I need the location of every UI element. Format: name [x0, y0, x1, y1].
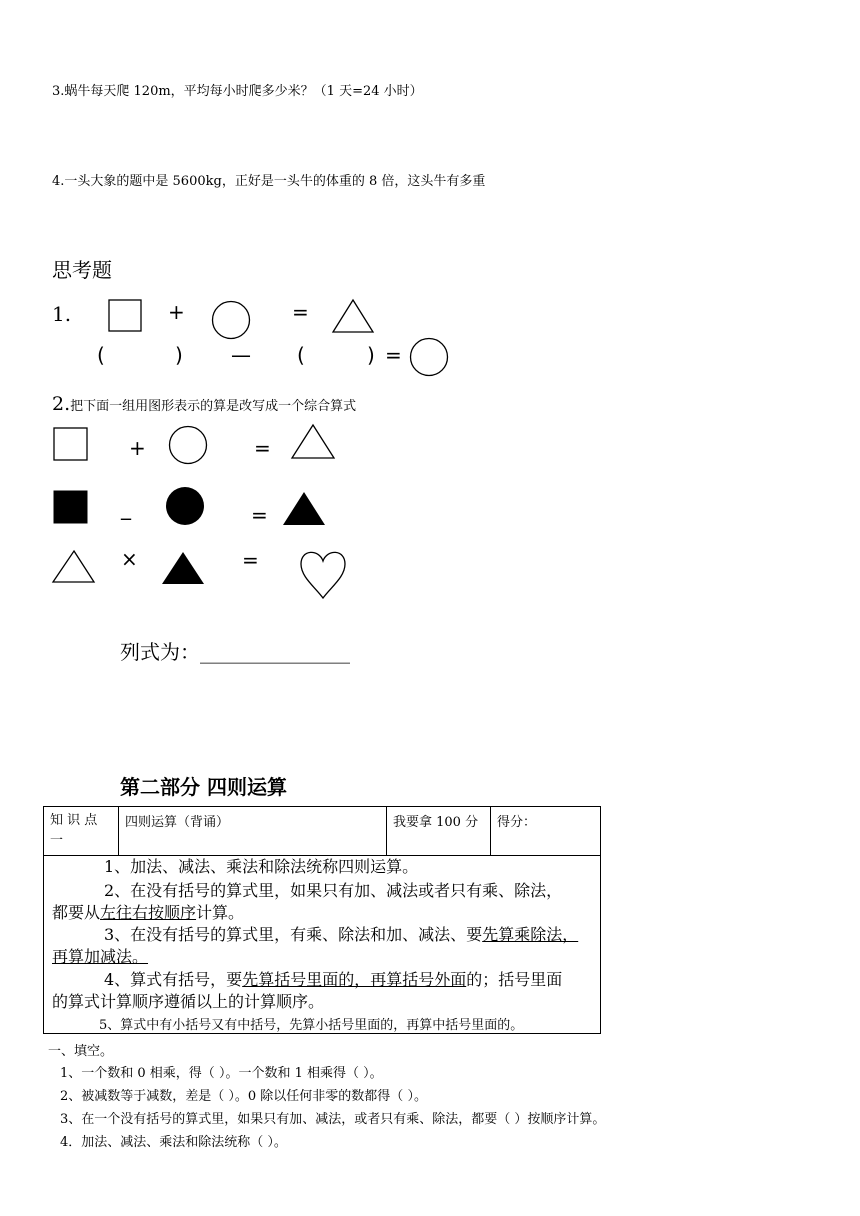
square-outline-icon [108, 299, 144, 333]
square-filled-icon [53, 490, 89, 525]
q1-equals-2: = [385, 343, 402, 367]
row1-plus: + [129, 436, 146, 460]
q2-line [52, 393, 356, 415]
circle-filled-icon [165, 486, 207, 526]
problem-3: 3.蜗牛每天爬 120m，平均每小时爬多少米？（1 天=24 小时） [52, 84, 423, 99]
table-col-score: 得分： [491, 807, 601, 856]
answer-blank: _______________ [200, 640, 350, 664]
table-col-topic: 四则运算（背诵） [119, 807, 387, 856]
table-col-goal: 我要拿 100 分 [387, 807, 491, 856]
q1-paren-open-2: ( [297, 343, 305, 367]
rule-3b-underline: 再算加减法。 [52, 947, 149, 966]
circle-outline-icon [211, 300, 253, 340]
triangle-outline-icon [290, 423, 336, 461]
circle-outline-icon [168, 425, 210, 465]
square-outline-icon [53, 427, 89, 462]
rule-1: 1、加法、减法、乘法和除法统称四则运算。 [104, 857, 419, 876]
table-col-knowledge: 知 识 点 一 [44, 807, 119, 856]
row1-equals: = [254, 436, 271, 460]
rule-5: 5、算式中有小括号又有中括号，先算小括号里面的，再算中括号里面的。 [99, 1018, 524, 1033]
triangle-filled-icon [281, 490, 327, 528]
part2-title: 第二部分 四则运算 [120, 775, 287, 799]
problem-4: 4.一头大象的题中是 5600kg，正好是一头牛的体重的 8 倍，这头牛有多重 [52, 174, 486, 189]
triangle-outline-icon [331, 298, 375, 334]
q2-text: 把下面一组用图形表示的算是改写成一个综合算式 [70, 399, 357, 414]
answer-line [120, 636, 350, 665]
q1-equals: = [292, 300, 309, 324]
rule-2b: 都要从左往右按顺序计算。 [52, 903, 245, 922]
q1-paren-open-1: ( [97, 343, 105, 367]
rule-3a-underline: 先算乘除法， [482, 925, 579, 944]
heart-outline-icon [298, 547, 350, 601]
q1-number: 1. [52, 302, 72, 326]
q2-number: 2. [52, 393, 71, 415]
rule-4a: 4、算式有括号，要先算括号里面的，再算括号外面的；括号里面 [104, 970, 563, 989]
fill-q2: 2、被减数等于减数，差是（ ）。0 除以任何非零的数都得（ ）。 [60, 1089, 427, 1104]
answer-label: 列式为： [120, 640, 200, 664]
row3-equals: = [242, 548, 259, 572]
fill-q1: 1、一个数和 0 相乘，得（ ）。一个数和 1 相乘得（ ）。 [60, 1066, 383, 1081]
rule-2b-underline: 左往右按顺序 [100, 903, 197, 922]
fill-heading: 一、填空。 [48, 1044, 114, 1059]
q1-plus: + [168, 300, 185, 324]
fill-q4: 4．加法、减法、乘法和除法统称（ ）。 [60, 1135, 287, 1150]
knowledge-table [43, 806, 601, 856]
rule-4b: 的算式计算顺序遵循以上的计算顺序。 [52, 992, 325, 1011]
thinking-heading: 思考题 [52, 258, 112, 282]
triangle-filled-icon [160, 550, 206, 586]
row2-equals: = [251, 503, 268, 527]
row2-minus: _ [121, 496, 131, 520]
q1-paren-close-1: ) [175, 343, 183, 367]
triangle-outline-icon [51, 549, 97, 585]
rule-3b [52, 944, 148, 967]
q1-paren-close-2: ) [367, 343, 375, 367]
row3-times: × [121, 547, 138, 571]
rule-2a: 2、在没有括号的算式里，如果只有加、减法或者只有乘、除法， [104, 881, 563, 900]
q1-minus: — [231, 343, 251, 367]
fill-q3: 3、在一个没有括号的算式里，如果只有加、减法，或者只有乘、除法，都要（ ）按顺序计算。 [60, 1112, 606, 1127]
rule-4a-underline: 先算括号里面的，再算括号外面 [242, 970, 467, 989]
knowledge-body [43, 852, 601, 1034]
rule-3a: 3、在没有括号的算式里，有乘、除法和加、减法、要先算乘除法， [104, 925, 579, 944]
circle-outline-icon [409, 337, 451, 377]
